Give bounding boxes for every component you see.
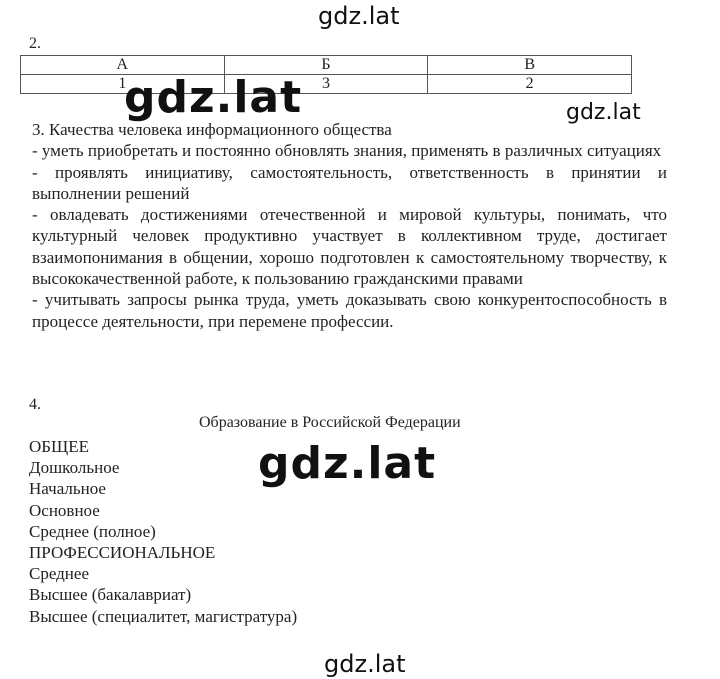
table-header-cell: В [428, 56, 632, 75]
list-item: Начальное [29, 479, 106, 499]
watermark-bottom: gdz.lat [324, 650, 406, 678]
table-cell: 2 [428, 75, 632, 94]
answer-table [20, 55, 632, 94]
table-header-cell: Б [224, 56, 428, 75]
table-cell: 1 [21, 75, 225, 94]
table-header-cell: А [21, 56, 225, 75]
list-item: Среднее (полное) [29, 521, 156, 541]
task-4-number: 4. [29, 396, 41, 413]
watermark-top: gdz.lat [318, 2, 400, 30]
table-row [21, 75, 632, 94]
list-item: Среднее [29, 564, 89, 584]
list-item: ПРОФЕССИОНАЛЬНОЕ [29, 543, 216, 563]
list-item: Высшее (специалитет, магистратура) [29, 606, 298, 626]
watermark-large: gdz.lat [124, 72, 303, 123]
list-item: Основное [29, 500, 100, 520]
education-list [29, 436, 297, 627]
task-3-text [32, 119, 667, 332]
list-item: Высшее (бакалавриат) [29, 585, 192, 605]
watermark-side: gdz.lat [566, 100, 641, 125]
task-3-title: 3. Качества человека информационного общества [32, 120, 392, 139]
task-2-number: 2. [29, 35, 41, 52]
list-item: Дошкольное [29, 458, 120, 478]
task-3-item: - проявлять инициативу, самостоятельность, ответственность в принятии и выполнении решений [32, 162, 667, 203]
task-3-item: - овладевать достижениями отечественной и мировой культуры, понимать, что культурный человек продуктивно участвует в коллективном труде, достигает взаимопонимания в общении, хорошо подготовлен к самостоятельному творчеству, к высококачественной работе, к пользованию гражданскими правами [32, 205, 667, 289]
table-cell: 3 [224, 75, 428, 94]
table-header-row [21, 56, 632, 75]
watermark-large: gdz.lat [258, 438, 437, 489]
task-4-caption: Образование в Российской Федерации [199, 414, 461, 431]
task-3-item: - учитывать запросы рынка труда, уметь доказывать свою конкурентоспособность в процессе деятельности, при перемене профессии. [32, 290, 667, 331]
list-item: ОБЩЕЕ [29, 437, 89, 456]
task-3-item: - уметь приобретать и постоянно обновлять знания, применять в различных ситуациях [32, 141, 662, 161]
